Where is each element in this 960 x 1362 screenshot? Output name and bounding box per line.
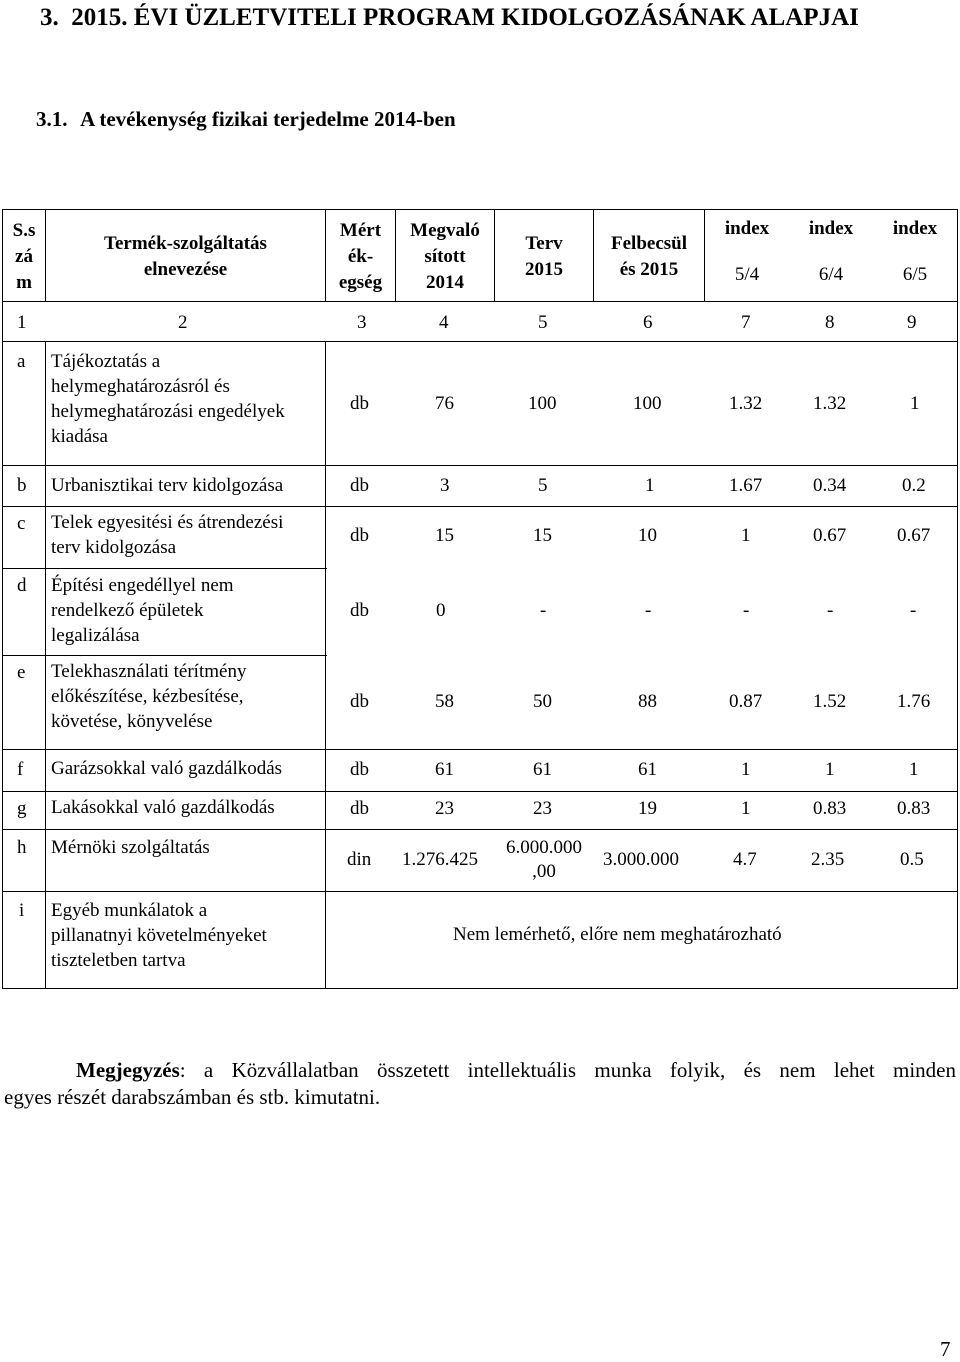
table-cell: - xyxy=(540,600,547,621)
table-cell: 1.67 xyxy=(729,475,763,496)
body-divider xyxy=(325,341,326,989)
subsection-title: A tevékenység fizikai terjedelme 2014-ben xyxy=(80,107,456,131)
table-cell: 1.32 xyxy=(813,393,847,414)
table-cell: 61 xyxy=(533,759,552,780)
table-row-id: i xyxy=(19,900,25,921)
table-cell-unit: db xyxy=(350,393,369,414)
header-index-label: index xyxy=(892,218,938,239)
note-paragraph xyxy=(4,1057,956,1111)
header-unit: Mért ék- egség xyxy=(338,220,383,293)
header-index-ratio: 6/5 xyxy=(902,264,928,285)
table-cell: - xyxy=(645,600,652,621)
table-row-id: g xyxy=(17,798,27,819)
table-merged-cell: Nem lemérhető, előre nem meghatározható xyxy=(453,924,782,945)
table-cell: 0.34 xyxy=(813,475,847,496)
table-cell: 3.000.000 xyxy=(603,849,679,870)
table-cell: 1 xyxy=(910,393,920,414)
section-title: 2015. ÉVI ÜZLETVITELI PROGRAM KIDOLGOZÁSÁNAK ALAPJAI xyxy=(71,4,859,31)
table-row-id: c xyxy=(17,513,26,534)
table-row-name: Telek egyesitési és átrendezési terv kidolgozása xyxy=(51,512,284,558)
table-row-name: Urbanisztikai terv kidolgozása xyxy=(51,475,284,496)
table-cell: 1.52 xyxy=(813,691,847,712)
row-divider xyxy=(2,465,958,466)
table-cell: 2.35 xyxy=(811,849,845,870)
header-product-name: Termék-szolgáltatás elnevezése xyxy=(104,233,267,280)
col-number: 8 xyxy=(825,312,835,333)
row-divider xyxy=(2,301,958,302)
row-divider xyxy=(2,341,958,342)
table-cell: 1.32 xyxy=(729,393,763,414)
table-cell: 15 xyxy=(533,525,552,546)
table-cell-unit: db xyxy=(350,798,369,819)
table-cell: 1.76 xyxy=(897,691,931,712)
row-divider xyxy=(2,568,327,569)
col-number: 6 xyxy=(643,312,653,333)
col-number: 4 xyxy=(439,312,449,333)
table-cell: 1 xyxy=(741,525,751,546)
table-cell: - xyxy=(910,600,917,621)
table-cell-unit: db xyxy=(350,691,369,712)
table-row-name: Garázsokkal való gazdálkodás xyxy=(51,758,283,779)
table-cell: 0.83 xyxy=(897,798,931,819)
table-border-bottom xyxy=(2,988,958,989)
row-divider xyxy=(2,829,958,830)
table-cell: 50 xyxy=(533,691,552,712)
table-row-id: a xyxy=(17,351,26,372)
subsection-number: 3.1. xyxy=(36,107,68,131)
table-row-name: Telekhasználati térítmény előkészítése, kézbesítése, követése, könyvelése xyxy=(51,661,247,732)
table-cell: 23 xyxy=(435,798,454,819)
header-index-ratio: 6/4 xyxy=(818,264,844,285)
header-index-label: index xyxy=(724,218,770,239)
table-cell-unit: db xyxy=(350,475,369,496)
col-number: 2 xyxy=(178,312,188,333)
table-cell: 100 xyxy=(633,393,662,414)
table-cell: 0.87 xyxy=(729,691,763,712)
table-row-id: f xyxy=(17,759,24,780)
table-row-name: Tájékoztatás a helymeghatározásról és helymeghatározási engedélyek kiadása xyxy=(51,351,285,447)
note-text-line2: egyes részét darabszámban és stb. kimutatni. xyxy=(4,1085,381,1109)
table-cell: - xyxy=(743,600,750,621)
row-divider xyxy=(2,655,327,656)
table-cell: 6.000.000 ,00 xyxy=(506,837,582,882)
table-cell: 1 xyxy=(909,759,919,780)
table-border-right xyxy=(957,209,958,989)
table-row-name: Építési engedéllyel nem rendelkező épületek legalizálása xyxy=(51,575,234,646)
table-row-name: Egyéb munkálatok a pillanatnyi követelményeket tiszteletben tartva xyxy=(51,900,267,971)
table-cell: 19 xyxy=(638,798,657,819)
col-number: 7 xyxy=(741,312,751,333)
header-sorszam: S.s zá m xyxy=(12,220,36,293)
header-realized-2014: Megvaló sított 2014 xyxy=(410,220,480,293)
table-cell: 0.83 xyxy=(813,798,847,819)
table-border-top xyxy=(2,209,958,210)
table-cell: 88 xyxy=(638,691,657,712)
section-number: 3. xyxy=(40,4,59,31)
body-divider xyxy=(45,341,46,989)
table-cell: - xyxy=(827,600,834,621)
table-cell: 61 xyxy=(638,759,657,780)
table-row-id: e xyxy=(17,662,26,683)
page-number: 7 xyxy=(940,1337,951,1361)
note-label: Megjegyzés xyxy=(76,1058,180,1082)
col-number: 1 xyxy=(17,312,27,333)
table-cell: 1 xyxy=(741,759,751,780)
row-divider xyxy=(2,891,958,892)
table-cell: 5 xyxy=(538,475,548,496)
note-text-line1: : a Közvállalatban összetett intellektuális munka folyik, és nem lehet minden xyxy=(179,1058,956,1082)
table-cell: 4.7 xyxy=(733,849,757,870)
row-divider xyxy=(2,506,958,507)
table-cell: 0.5 xyxy=(900,849,924,870)
table-cell-unit: db xyxy=(350,600,369,621)
table-cell-unit: db xyxy=(350,525,369,546)
row-divider xyxy=(2,749,958,750)
table-cell: 0.2 xyxy=(902,475,926,496)
header-plan-2015: Terv 2015 xyxy=(525,233,563,280)
table-cell: 1.276.425 xyxy=(402,849,478,870)
table-row-id: d xyxy=(17,575,27,596)
table-border-left xyxy=(2,209,3,989)
table-cell: 100 xyxy=(528,393,557,414)
col-number: 5 xyxy=(538,312,548,333)
table-cell: 15 xyxy=(435,525,454,546)
header-index-ratio: 5/4 xyxy=(734,264,760,285)
table-cell-unit: din xyxy=(347,849,372,870)
table-cell: 10 xyxy=(638,525,657,546)
table-cell: 0 xyxy=(436,600,446,621)
row-divider xyxy=(2,791,958,792)
header-index-label: index xyxy=(808,218,854,239)
table-row-id: h xyxy=(17,837,27,858)
table-cell: 23 xyxy=(533,798,552,819)
table-cell: 58 xyxy=(435,691,454,712)
table-row-id: b xyxy=(17,475,27,496)
table-cell: 1 xyxy=(645,475,655,496)
table-cell: 0.67 xyxy=(813,525,847,546)
table-cell: 1 xyxy=(741,798,751,819)
table-cell-unit: db xyxy=(350,759,369,780)
table-row-name: Mérnöki szolgáltatás xyxy=(51,837,210,858)
table-cell: 3 xyxy=(440,475,450,496)
table-cell: 0.67 xyxy=(897,525,931,546)
table-row-name: Lakásokkal való gazdálkodás xyxy=(51,797,275,818)
col-number: 3 xyxy=(357,312,367,333)
header-estimate-2015: Felbecsül és 2015 xyxy=(611,233,687,280)
table-cell: 76 xyxy=(435,393,454,414)
col-number: 9 xyxy=(907,312,917,333)
table-cell: 61 xyxy=(435,759,454,780)
table-cell: 1 xyxy=(825,759,835,780)
